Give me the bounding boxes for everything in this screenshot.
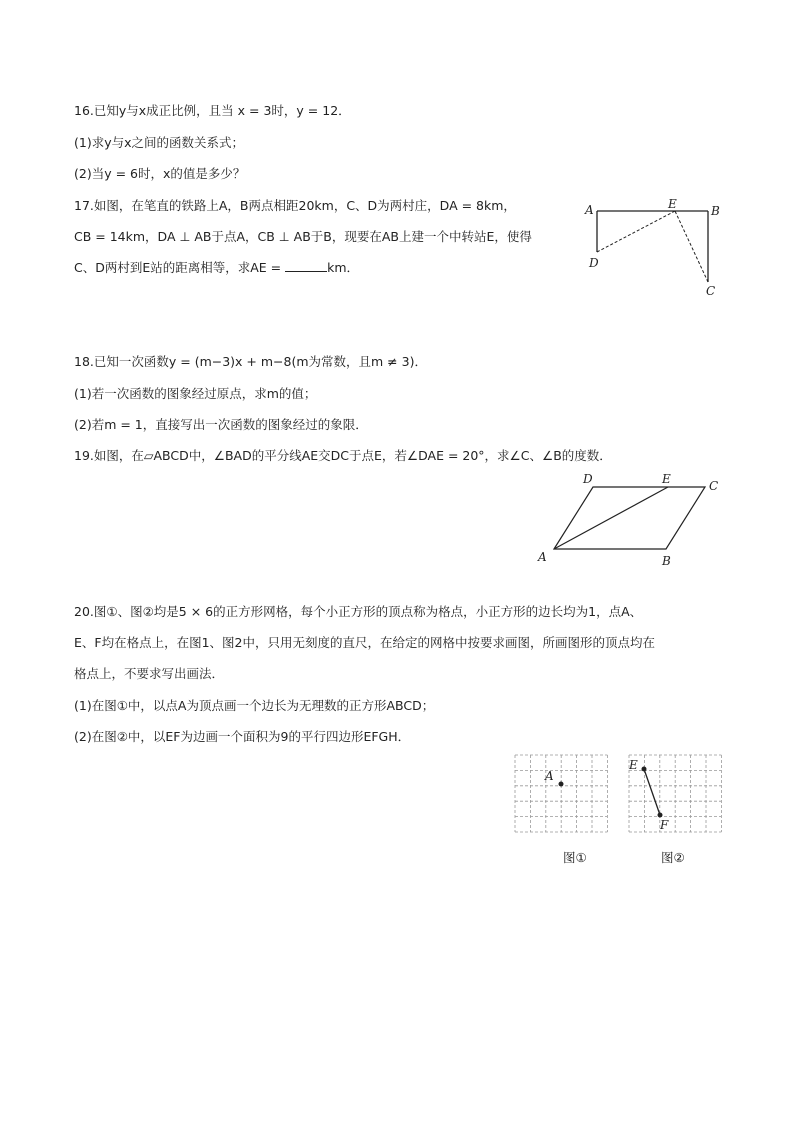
label-e: E [668,197,677,211]
q20-line-3: 格点上，不要求写出画法． [74,666,225,681]
point-a [559,782,564,787]
segment-ce [675,211,708,282]
label-a: A [545,769,554,783]
q20-line-4: (1)在图①中，以点A为顶点画一个边长为无理数的正方形ABCD； [74,698,435,713]
q19-parallelogram-figure [535,470,730,570]
q17-line-3 [74,259,359,277]
parallelogram-abcd [554,487,705,549]
label-f: F [660,818,669,832]
q17-figure [580,195,730,300]
label-a: A [538,550,547,564]
label-d: D [583,472,593,486]
label-e: E [629,758,638,772]
figure-2-caption: 图② [661,850,685,865]
label-b: B [662,554,671,568]
answer-blank [285,259,327,272]
grid-lines [515,755,607,832]
label-c: C [706,284,716,298]
q17-line-3-text: C、D两村到E站的距离相等，求AE = [74,260,286,275]
q17-line-2: CB = 14km，DA ⊥ AB于点A，CB ⊥ AB于B，现要在AB上建一个中转站E，使得 [74,229,532,244]
q19-line-1: 19.如图，在▱ABCD中，∠BAD的平分线AE交DC于点E，若∠DAE = 20°，求∠C、∠B的度数． [74,448,612,463]
grid-lines [629,755,721,832]
grid-figure-1 [513,753,608,833]
q16-line-1: 16.已知y与x成正比例，且当 x = 3时，y = 12． [74,103,351,118]
grid-figure-2 [627,753,722,833]
q16-line-2: (1)求y与x之间的函数关系式； [74,135,245,150]
q18-line-1: 18.已知一次函数y = (m−3)x + m−8(m为常数，且m ≠ 3)． [74,354,427,369]
label-e: E [662,472,671,486]
label-b: B [711,204,720,218]
q16-line-3: (2)当y = 6时，x的值是多少？ [74,166,246,181]
q17-line-3-unit: km． [327,260,360,275]
label-c: C [709,479,719,493]
q18-line-2: (1)若一次函数的图象经过原点，求m的值； [74,386,317,401]
label-d: D [589,256,599,270]
point-e [642,767,647,772]
q20-line-2: E、F均在格点上，在图1、图2中，只用无刻度的直尺，在给定的网格中按要求画图，所画图形的顶点均在 [74,635,655,650]
q20-line-5: (2)在图②中，以EF为边画一个面积为9的平行四边形EFGH． [74,729,411,744]
figure-1-caption: 图① [563,850,587,865]
label-a: A [585,203,594,217]
segment-ef [644,769,660,815]
segment-de [597,211,675,252]
segment-ae [554,487,668,549]
q17-line-1: 17.如图，在笔直的铁路上A，B两点相距20km，C、D为两村庄，DA = 8km， [74,198,516,213]
q18-line-3: (2)若m = 1，直接写出一次函数的图象经过的象限． [74,417,368,432]
point-f [658,813,663,818]
q20-line-1: 20.图①、图②均是5 × 6的正方形网格，每个小正方形的顶点称为格点，小正方形的边长均为1，点A、 [74,604,643,619]
